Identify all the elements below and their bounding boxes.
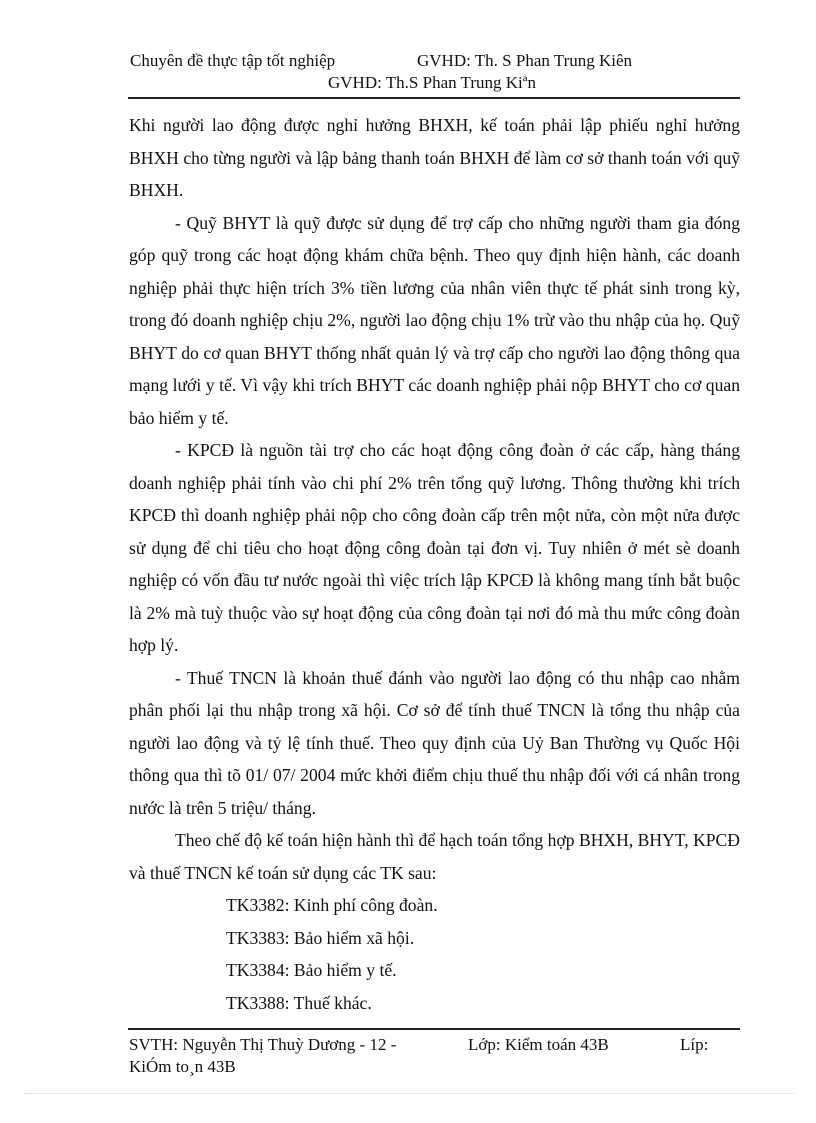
account-item-3384: TK3384: Bảo hiểm y tế. <box>226 960 397 980</box>
page-bottom-divider <box>24 1093 794 1094</box>
header-rule <box>128 97 740 99</box>
document-body <box>129 109 740 1019</box>
footer-line <box>129 1034 741 1056</box>
page-header <box>130 50 742 94</box>
footer-rule <box>128 1028 740 1030</box>
account-item-3382: TK3382: Kinh phí công đoàn. <box>226 895 438 915</box>
header-report-title: Chuyên đề thực tập tốt nghiệp <box>130 51 336 70</box>
paragraph-bhxh: Khi người lao động được nghỉ hưởng BHXH, kế toán phải lập phiếu nghỉ hưởng BHXH cho từng người và lập bảng thanh toán BHXH để làm cơ sở thanh toán với quỹ BHXH. <box>129 115 740 200</box>
page-footer <box>129 1034 741 1078</box>
paragraph-accounts-intro: Theo chế độ kế toán hiện hành thì để hạch toán tổng hợp BHXH, BHYT, KPCĐ và thuế TNCN kế toán sử dụng các TK sau: <box>129 830 740 883</box>
footer-student: SVTH: Nguyễn Thị Thuỳ Dương - 12 - <box>129 1035 397 1054</box>
footer-class-garbled-line2: KiÓm to¸n 43B <box>129 1057 236 1076</box>
paragraph-kpcd: - KPCĐ là nguồn tài trợ cho các hoạt động công đoàn ở các cấp, hàng tháng doanh nghiệp phải tính vào chi phí 2% trên tổng quỹ lương. Thông thường khi trích KPCĐ thì doanh nghiệp phải nộp cho công đoàn cấp trên một nửa, còn một nửa được sử dụng để chi tiêu cho hoạt động công đoàn tại đơn vị. Tuy nhiên ở mét sè doanh nghiệp có vốn đầu tư nước ngoài thì việc trích lập KPCĐ là không mang tính bắt buộc là 2% mà tuỳ thuộc vào sự hoạt động của công đoàn tại nơi đó mà thu mức công đoàn hợp lý. <box>129 440 740 655</box>
footer-class-garbled: Líp: <box>680 1035 709 1054</box>
header-advisor-garbled: GVHD: Th.S Phan Trung Kiªn <box>328 73 536 92</box>
header-line <box>130 50 742 72</box>
paragraph-bhyt: - Quỹ BHYT là quỹ được sử dụng để trợ cấp cho những người tham gia đóng góp quỹ trong các hoạt động khám chữa bệnh. Theo quy định hiện hành, các doanh nghiệp phải thực hiện trích 3% tiền lương của nhân viên thực tế phát sinh trong kỳ, trong đó doanh nghiệp chịu 2%, người lao động chịu 1% trừ vào thu nhập của họ. Quỹ BHYT do cơ quan BHYT thống nhất quản lý và trợ cấp cho người lao động thông qua mạng lưới y tế. Vì vậy khi trích BHYT các doanh nghiệp phải nộp BHYT cho cơ quan bảo hiểm y tế. <box>129 212 740 428</box>
paragraph-tncn: - Thuế TNCN là khoản thuế đánh vào người lao động có thu nhập cao nhằm phân phối lại thu nhập trong xã hội. Cơ sở để tính thuế TNCN là tổng thu nhập của người lao động và tỷ lệ tính thuế. Theo quy định của Uỷ Ban Thường vụ Quốc Hội thông qua thì tõ 01/ 07/ 2004 mức khởi điểm chịu thuế thu nhập đối với cá nhân trong nước là trên 5 triệu/ tháng. <box>129 667 740 818</box>
account-item-3383: TK3383: Bảo hiểm xã hội. <box>226 927 415 948</box>
footer-class: Lớp: Kiểm toán 43B <box>468 1035 609 1054</box>
account-item-3388: TK3388: Thuế khác. <box>226 992 372 1013</box>
header-advisor: GVHD: Th. S Phan Trung Kiên <box>417 51 633 70</box>
